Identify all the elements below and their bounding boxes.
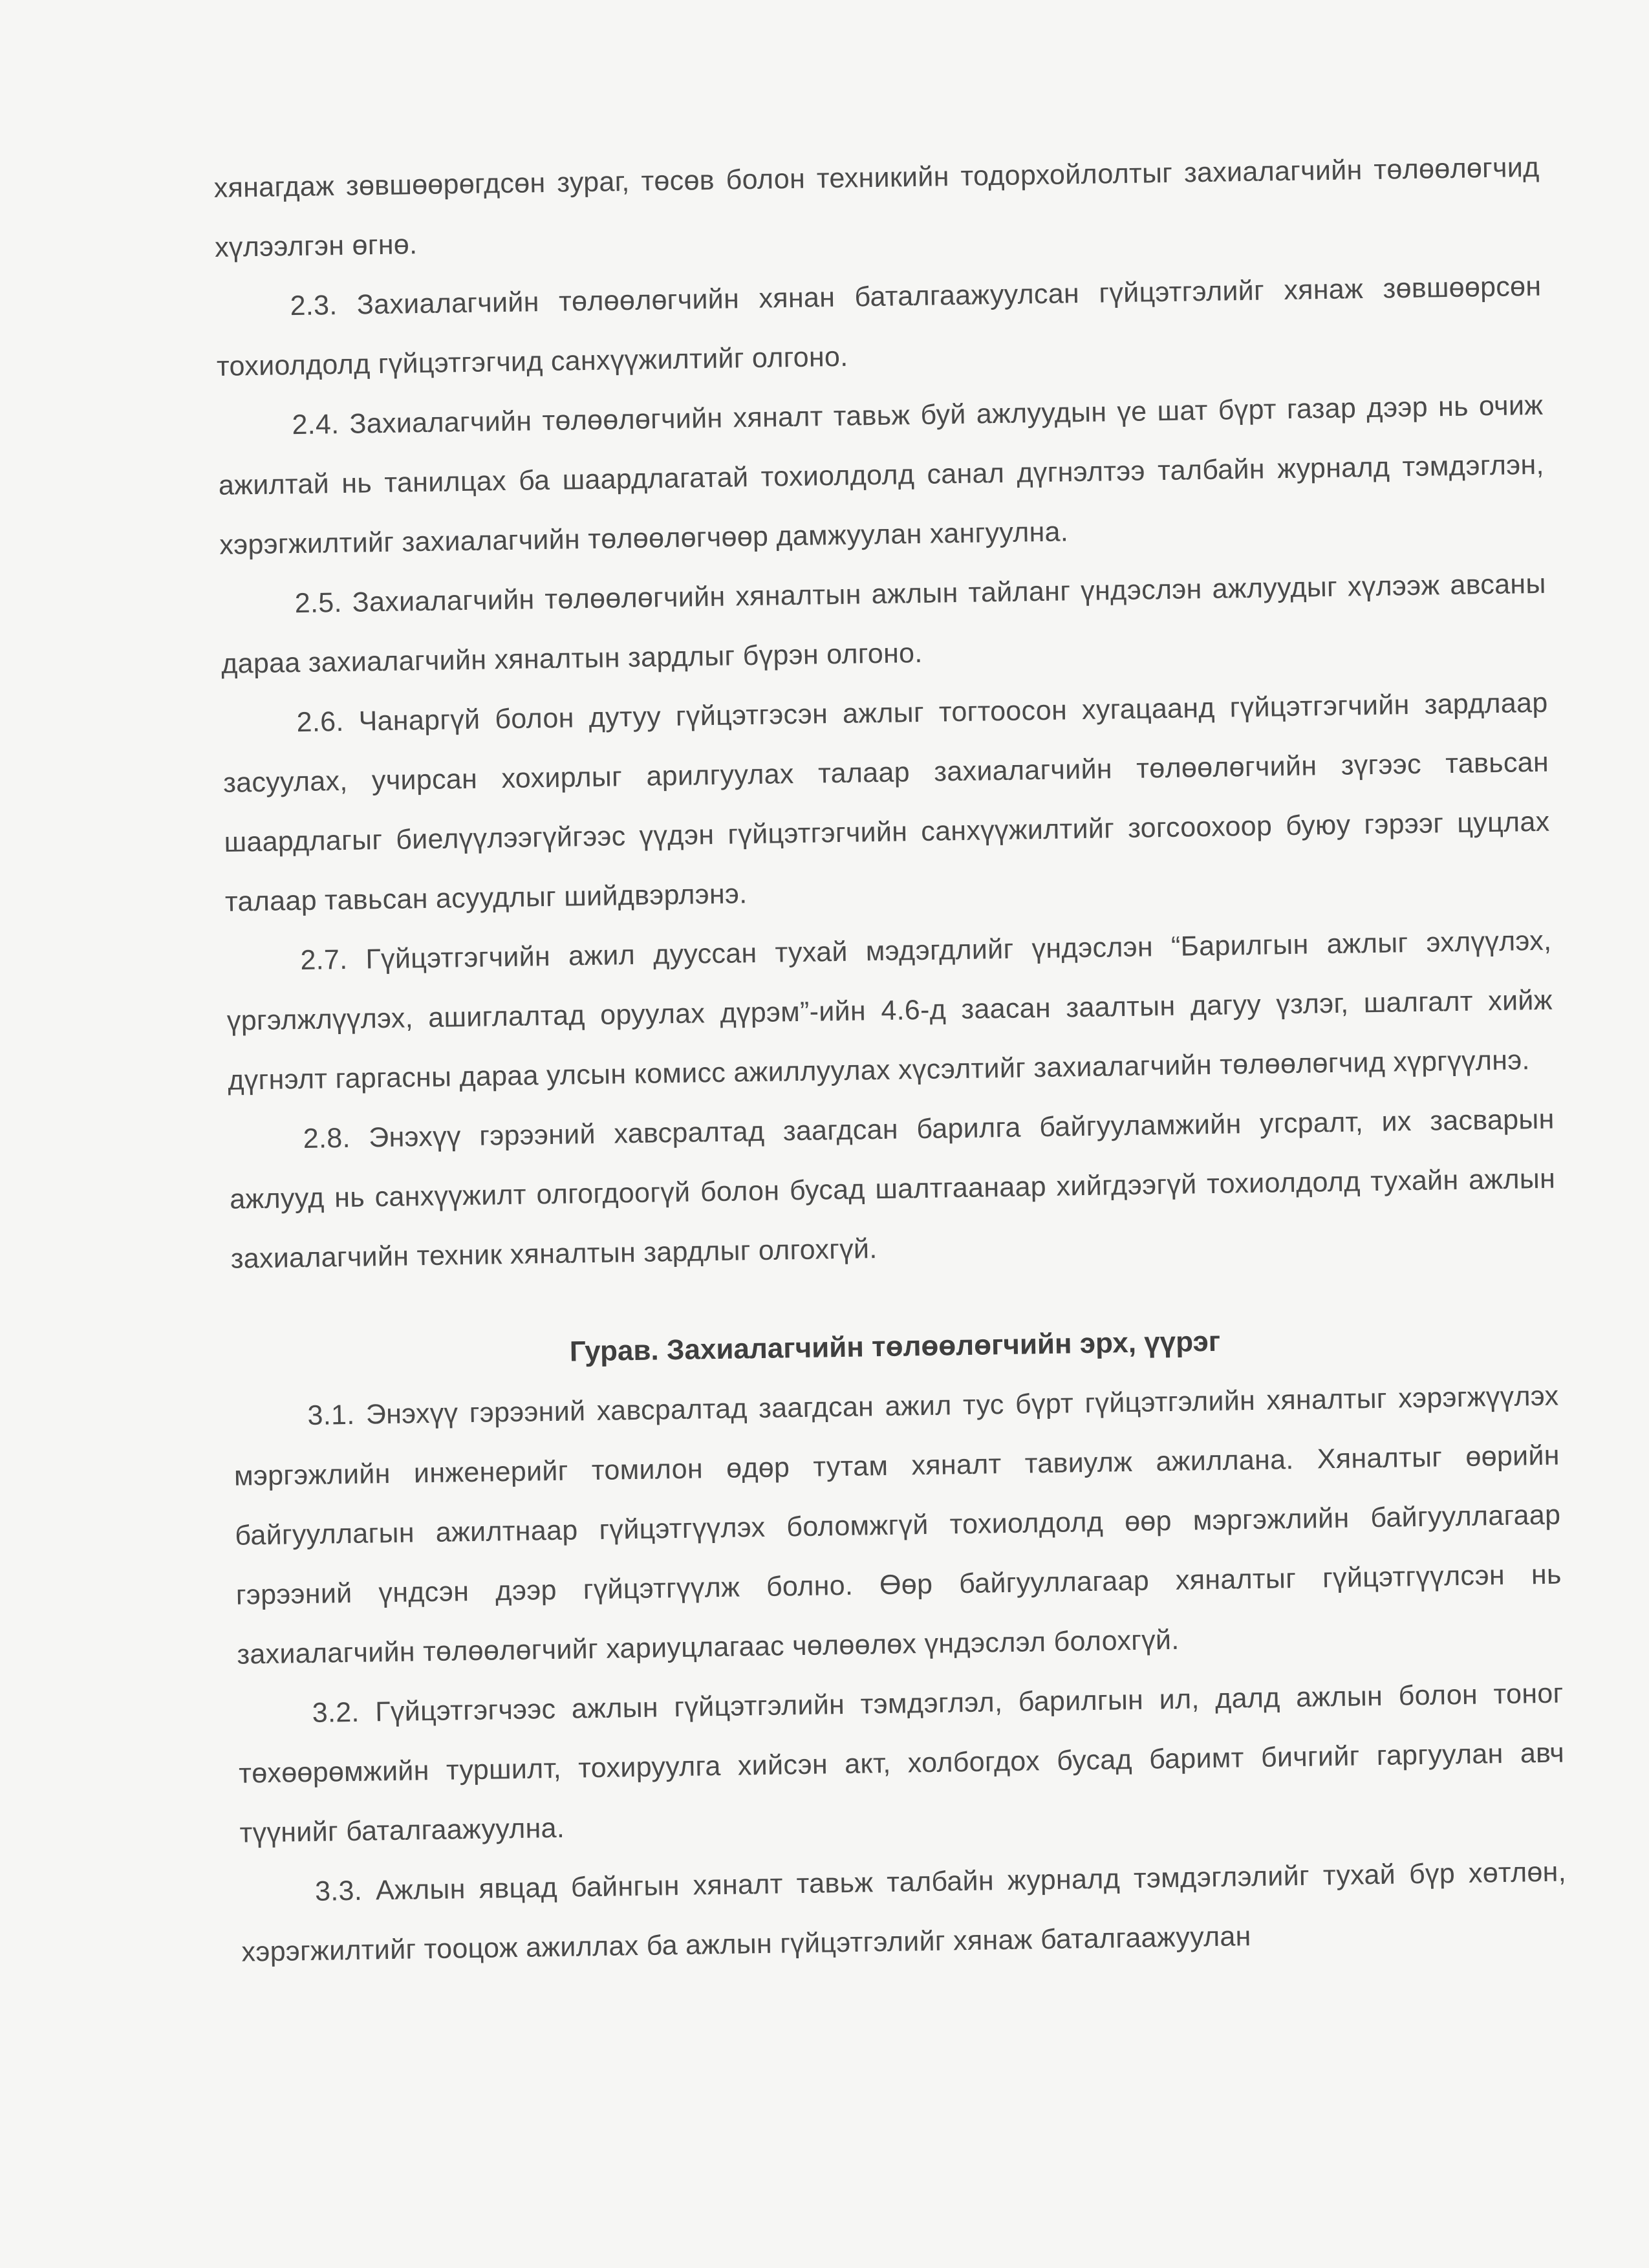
section-heading: Гурав. Захиалагчийн төлөөлөгчийн эрх, үүрэг bbox=[569, 1325, 1221, 1368]
document-body bbox=[213, 138, 1568, 1982]
paragraph-3-3: 3.3. Ажлын явцад байнгын хяналт тавьж талбайн журналд тэмдэглэлийг тухай бүр хөтлөн, хэрэгжилтийг тооцож ажиллах ба ажлын гүйцэтгэлийг хянаж баталгаажуулан bbox=[241, 1856, 1567, 1968]
paragraph-2-5: 2.5. Захиалагчийн төлөөлөгчийн хяналтын ажлын тайланг үндэслэн ажлуудыг хүлээж авсаны дараа захиалагчийн хяналтын зардлыг бүрэн олгоно. bbox=[221, 568, 1546, 680]
paragraph-2-4: 2.4. Захиалагчийн төлөөлөгчийн хяналт тавьж буй ажлуудын үе шат бүрт газар дээр нь очиж ажилтай нь танилцах ба шаардлагатай тохиолдолд санал дүгнэлтээ талбайн журналд тэмдэглэн, хэрэгжилтийг захиалагчийн төлөөлөгчөөр дамжуулан хангуулна. bbox=[218, 389, 1545, 561]
paragraph-continuation: хянагдаж зөвшөөрөгдсөн зураг, төсөв болон техникийн тодорхойлолтыг захиалагчийн төлөөлөгчид хүлээлгэн өгнө. bbox=[213, 151, 1540, 263]
paragraph-3-2: 3.2. Гүйцэтгэгчээс ажлын гүйцэтгэлийн тэмдэглэл, барилгын ил, далд ажлын болон тоног төхөөрөмжийн туршилт, тохируулга хийсэн акт, холбогдох бусад баримт бичгийг гаргуулан авч түүнийг баталгаажуулна. bbox=[238, 1678, 1565, 1849]
paragraph-3-1: 3.1. Энэхүү гэрээний хавсралтад заагдсан ажил тус бүрт гүйцэтгэлийн хяналтыг хэрэгжүүлэх мэргэжлийн инженерийг томилон өдөр тутам хяналт тавиулж ажиллана. Хяналтыг өөрийн байгууллагын ажилтнаар гүйцэтгүүлэх боломжгүй тохиолдолд өөр мэргэжлийн байгууллагаар гэрээний үндсэн дээр гүйцэтгүүлж болно. Өөр байгууллагаар хяналтыг гүйцэтгүүлсэн нь захиалагчийн төлөөлөгчийг хариуцлагаас чөлөөлөх үндэслэл болохгүй. bbox=[233, 1380, 1562, 1670]
paragraph-2-8: 2.8. Энэхүү гэрээний хавсралтад заагдсан барилга байгууламжийн угсралт, их засварын ажлууд нь санхүүжилт олгогдоогүй болон бусад шалтгаанаар хийгдээгүй тохиолдолд тухайн ажлын захиалагчийн техник хяналтын зардлыг олгохгүй. bbox=[229, 1103, 1556, 1275]
paragraph-2-3: 2.3. Захиалагчийн төлөөлөгчийн хянан баталгаажуулсан гүйцэтгэлийг хянаж зөвшөөрсөн тохиолдолд гүйцэтгэгчид санхүүжилтийг олгоно. bbox=[216, 270, 1542, 382]
paragraph-2-6: 2.6. Чанаргүй болон дутуу гүйцэтгэсэн ажлыг тогтоосон хугацаанд гүйцэтгэгчийн зардлаар засуулах, учирсан хохирлыг арилгуулах талаар захиалагчийн төлөөлөгчийн зүгээс тавьсан шаардлагыг биелүүлээгүйгээс үүдэн гүйцэтгэгчийн санхүүжилтийг зогсоохоор буюу гэрээг цуцлах талаар тавьсан асуудлыг шийдвэрлэнэ. bbox=[222, 687, 1550, 918]
paragraph-2-7: 2.7. Гүйцэтгэгчийн ажил дууссан тухай мэдэгдлийг үндэслэн “Барилгын ажлыг эхлүүлэх, үргэлжлүүлэх, ашиглалтад оруулах дүрэм”-ийн 4.6-д заасан заалтын дагуу үзлэг, шалгалт хийж дүгнэлт гаргасны дараа улсын комисс ажиллуулах хүсэлтийг захиалагчийн төлөөлөгчид хүргүүлнэ. bbox=[226, 925, 1553, 1096]
